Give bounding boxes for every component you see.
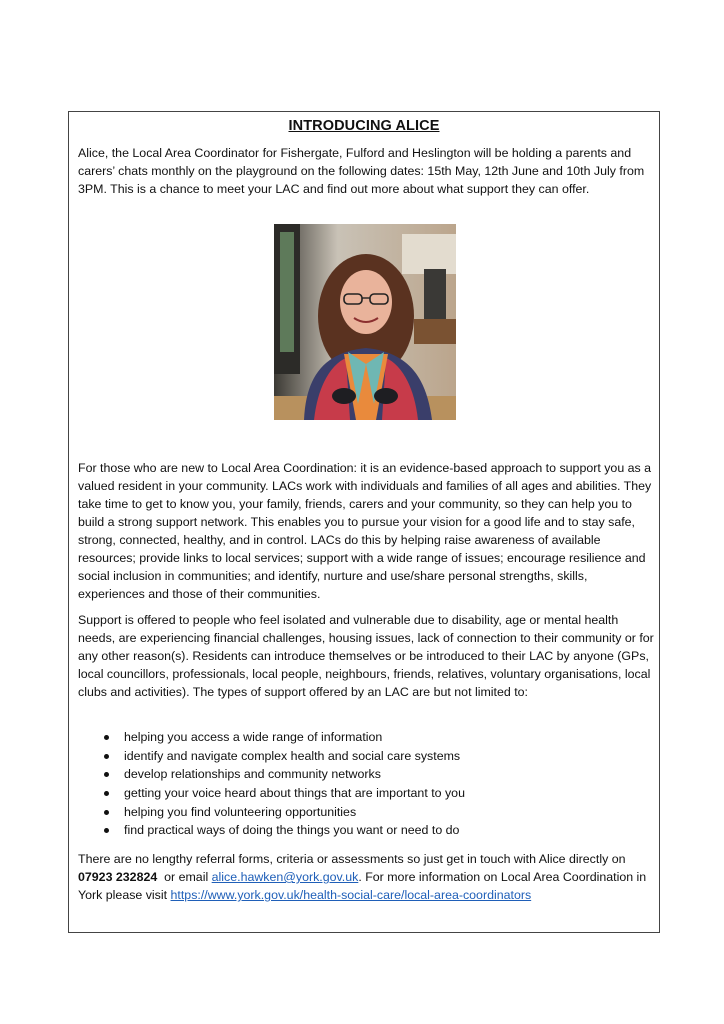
bullet-icon: [104, 791, 109, 796]
phone-number: 07923 232824: [78, 870, 158, 884]
list-item: find practical ways of doing the things you want or need to do: [69, 821, 659, 840]
bullet-icon: [104, 828, 109, 833]
intro-paragraph: Alice, the Local Area Coordinator for Fishergate, Fulford and Heslington will be holding a parents and carers’ chats monthly on the playground on the following dates: 15th May, 12th June and 10th July from 3PM. This is a chance to meet your LAC and find out more about what support they can offer.: [78, 146, 645, 196]
bullet-icon: [104, 754, 109, 759]
bullet-icon: [104, 772, 109, 777]
list-item: helping you find volunteering opportunities: [69, 803, 659, 822]
notice-box: [68, 111, 660, 933]
support-list: [69, 728, 659, 840]
bullet-icon: [104, 810, 109, 815]
lac-paragraph: For those who are new to Local Area Coordination: it is an evidence-based approach to support you as a valued resident in your community. LACs work with individuals and families of all ages and abilities. They take time to get to know you, your family, friends, carers and your community, so they can help you to build a strong support network. This enables you to pursue your vision for a good life and to stay safe, strong, connected, healthy, and in control. LACs do this by helping raise awareness of available resources; provide links to local services; support with a wide range of issues; encourage resilience and social inclusion in communities; and identify, nurture and use/share personal strengths, skills, experiences and those of their communities.: [78, 461, 652, 601]
contact-paragraph: There are no lengthy referral forms, criteria or assessments so just get in touch with Alice directly on 07923 232824 or email alice.hawken@york.gov.uk. For more information on Local Area Coordination in York please visit https://www.york.gov.uk/health-social-care/local-area-coordinators: [78, 852, 647, 902]
bullet-icon: [104, 735, 109, 740]
website-link[interactable]: https://www.york.gov.uk/health-social-care/local-area-coordinators: [170, 888, 532, 902]
portrait-photo: [274, 224, 456, 420]
list-item: identify and navigate complex health and social care systems: [69, 747, 659, 766]
list-item: helping you access a wide range of information: [69, 728, 659, 747]
page-title: INTRODUCING ALICE: [288, 118, 440, 134]
list-item: develop relationships and community networks: [69, 765, 659, 784]
email-link[interactable]: alice.hawken@york.gov.uk: [211, 870, 359, 884]
list-item: getting your voice heard about things that are important to you: [69, 784, 659, 803]
support-paragraph: Support is offered to people who feel isolated and vulnerable due to disability, age or mental health needs, are experiencing financial challenges, housing issues, lack of connection to their community or for any other reason(s). Residents can introduce themselves or be introduced to their LAC by anyone (GPs, local councillors, professionals, local people, neighbours, friends, relatives, voluntary organisations, local clubs and activities). The types of support offered by an LAC are but not limited to:: [78, 613, 654, 699]
